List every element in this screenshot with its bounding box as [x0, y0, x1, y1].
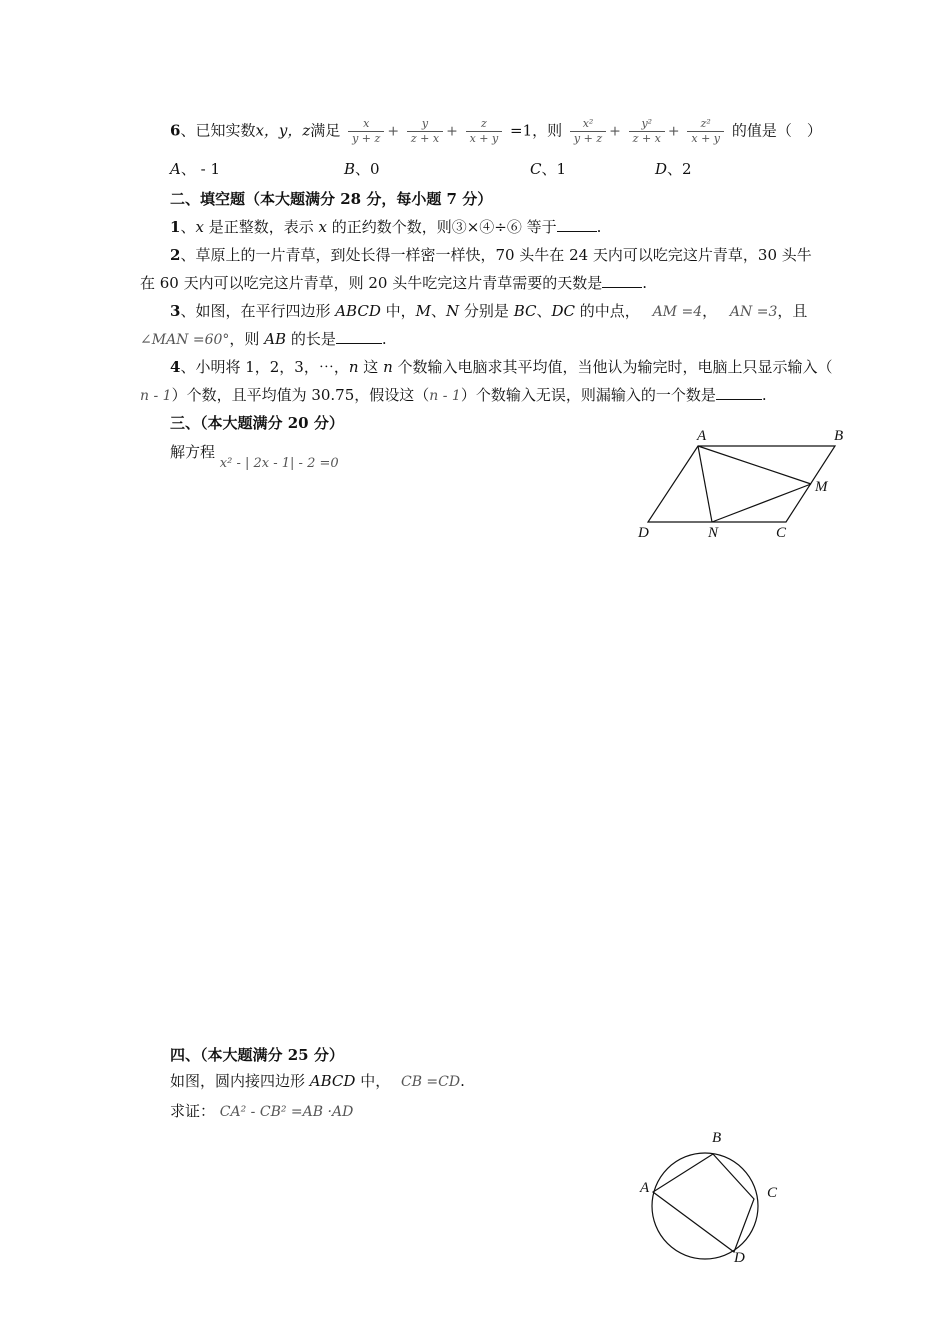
frac-den: z + x: [407, 131, 443, 146]
q-text: 如图，圆内接四边形: [170, 1072, 310, 1090]
q6-option-d: [655, 158, 692, 180]
q-end: .: [381, 330, 387, 348]
q-number: 3: [170, 302, 181, 320]
frac-den: z + x: [629, 131, 665, 146]
label-d: D: [638, 525, 649, 541]
q-text: 这: [358, 358, 384, 376]
q-text: 中，: [380, 302, 416, 320]
fraction: [629, 117, 665, 146]
section4-given: [170, 1070, 465, 1093]
q6-middle: 满足: [310, 121, 341, 140]
option-text: 、1: [541, 160, 567, 178]
q-var: n: [348, 358, 359, 376]
section4-prove: [170, 1100, 353, 1123]
q6-eq: =1，则: [510, 121, 563, 140]
q6-vars: x，y，z: [255, 121, 311, 140]
q-text: 、小明将 1，2，3，⋯，: [180, 358, 349, 376]
q-var: n: [383, 358, 393, 376]
q-text: 个数输入电脑求其平均值，当他认为输完时，电脑上只显示输入（: [392, 358, 833, 376]
label-d: D: [734, 1250, 745, 1266]
q-var: AB: [264, 330, 287, 348]
math-expr: AM =4: [652, 304, 703, 320]
option-letter: A: [170, 160, 181, 178]
frac-num: x²: [582, 117, 594, 130]
answer-blank[interactable]: [716, 385, 762, 400]
q6-option-b: [344, 158, 380, 180]
q-number: 4: [170, 358, 181, 376]
s2-q4-line2: [140, 384, 767, 407]
s2-q3-line2: [140, 328, 387, 351]
q-text: 中，: [355, 1072, 391, 1090]
label-b: B: [712, 1130, 722, 1146]
q-text: 是正整数，表示: [203, 218, 319, 236]
option-letter: C: [530, 160, 542, 178]
q6-number: 6: [170, 121, 181, 140]
frac-den: x + y: [466, 131, 503, 146]
option-letter: D: [655, 160, 668, 178]
fraction: [348, 117, 384, 146]
q6-prefix: 、已知实数: [180, 121, 256, 140]
section4-title: 四、（本大题满分 25 分）: [170, 1046, 344, 1064]
q6-option-a: [170, 158, 220, 180]
frac-num: x: [363, 117, 370, 130]
label-c: C: [776, 525, 787, 541]
q-text: 、: [431, 302, 447, 320]
label-a: A: [697, 428, 707, 444]
problem-prompt: 解方程: [170, 443, 216, 461]
option-letter: B: [344, 160, 356, 178]
frac-den: y + z: [570, 131, 606, 146]
s2-q3-line1: [170, 300, 807, 323]
section3-title: 三、（本大题满分 20 分）: [170, 414, 344, 432]
q-end: .: [642, 274, 648, 292]
answer-blank[interactable]: [602, 273, 642, 288]
math-expr: n - 1: [140, 388, 172, 404]
s2-q2-line1: [170, 244, 812, 266]
q-var: DC: [551, 302, 575, 320]
q-var: x: [195, 218, 204, 236]
math-expr: AN =3: [729, 304, 778, 320]
fraction: [687, 117, 724, 146]
option-text: 、 - 1: [180, 160, 220, 178]
q-text: ，: [702, 302, 718, 320]
math-expr: CA² - CB² =AB ·AD: [219, 1104, 354, 1120]
frac-num: y: [421, 117, 429, 130]
answer-blank[interactable]: [557, 217, 597, 232]
q-end: .: [596, 218, 602, 236]
q-text: 、: [536, 302, 552, 320]
cyclic-quadrilateral-figure: [630, 1122, 800, 1272]
section2-title: 二、填空题（本大题满分 28 分，每小题 7 分）: [170, 190, 493, 208]
q-end: .: [460, 1072, 465, 1090]
frac-den: y + z: [348, 131, 384, 146]
q-var: N: [446, 302, 460, 320]
q-number: 2: [170, 246, 181, 264]
q-text: ）个数，且平均值为 30.75，假设这（: [171, 386, 430, 404]
frac-num: y²: [641, 117, 653, 130]
equation: x² - | 2x - 1| - 2 =0: [219, 456, 339, 471]
s2-q4-line1: [170, 356, 833, 378]
option-text: 、0: [355, 160, 380, 178]
q-var: ABCD: [309, 1072, 356, 1090]
q-text: 的中点，: [575, 302, 640, 320]
s2-q2-line2: [140, 272, 647, 294]
q-text: 分别是: [459, 302, 514, 320]
math-expr: ∠MAN =60°: [140, 332, 230, 348]
q6-suffix: 的值是（ ）: [731, 121, 822, 140]
label-n: N: [708, 525, 719, 541]
q-text: 在 60 天内可以吃完这片青草，则 20 头牛吃完这片青草需要的天数是: [140, 274, 603, 292]
fraction: [570, 117, 606, 146]
q-text: 的正约数个数，则③×④÷⑥ 等于: [326, 218, 557, 236]
label-c: C: [767, 1185, 778, 1201]
q-text: 、: [180, 218, 196, 236]
label-a: A: [640, 1180, 650, 1196]
fraction: [407, 117, 443, 146]
frac-num: z²: [700, 117, 711, 130]
label-m: M: [815, 479, 828, 495]
q-text: 的长是: [286, 330, 336, 348]
q-text: 、如图，在平行四边形: [180, 302, 336, 320]
q-number: 1: [170, 218, 181, 236]
q-end: .: [761, 386, 767, 404]
q-text: 求证：: [170, 1102, 216, 1120]
q-text: 、草原上的一片青草，到处长得一样密一样快，70 头牛在 24 天内可以吃完这片青草，30 头牛: [180, 246, 812, 264]
math-expr: CB =CD: [400, 1074, 461, 1090]
frac-num: z: [481, 117, 487, 130]
q-text: ）个数输入无误，则漏输入的一个数是: [460, 386, 716, 404]
parallelogram-figure: [630, 420, 860, 550]
answer-blank[interactable]: [336, 329, 382, 344]
label-b: B: [834, 428, 844, 444]
q-var: BC: [513, 302, 537, 320]
s2-q1: [170, 216, 601, 238]
frac-den: x + y: [687, 131, 724, 146]
section3-problem: [170, 441, 339, 471]
math-expr: n - 1: [429, 388, 461, 404]
q-text: ，且: [777, 302, 808, 320]
q-var: x: [318, 218, 327, 236]
option-text: 、2: [667, 160, 692, 178]
q-var: M: [415, 302, 431, 320]
q6-option-c: [530, 158, 566, 180]
fraction: [466, 117, 503, 146]
q-text: ，则: [229, 330, 265, 348]
q6-line: 6、已知实数x，y，z满足 $\frac{x}{y + z}$ + $\frac{y}{z + x}$ + $\frac{z}{x + y}$ =1，则 $\frac{\text{x²}}{y + z}$ + $\frac{\text{y²}}{z + x}$ + $\frac{\text{z²}}{x + y}$ 的值是（ ）: [170, 117, 822, 145]
q-var: ABCD: [335, 302, 381, 320]
